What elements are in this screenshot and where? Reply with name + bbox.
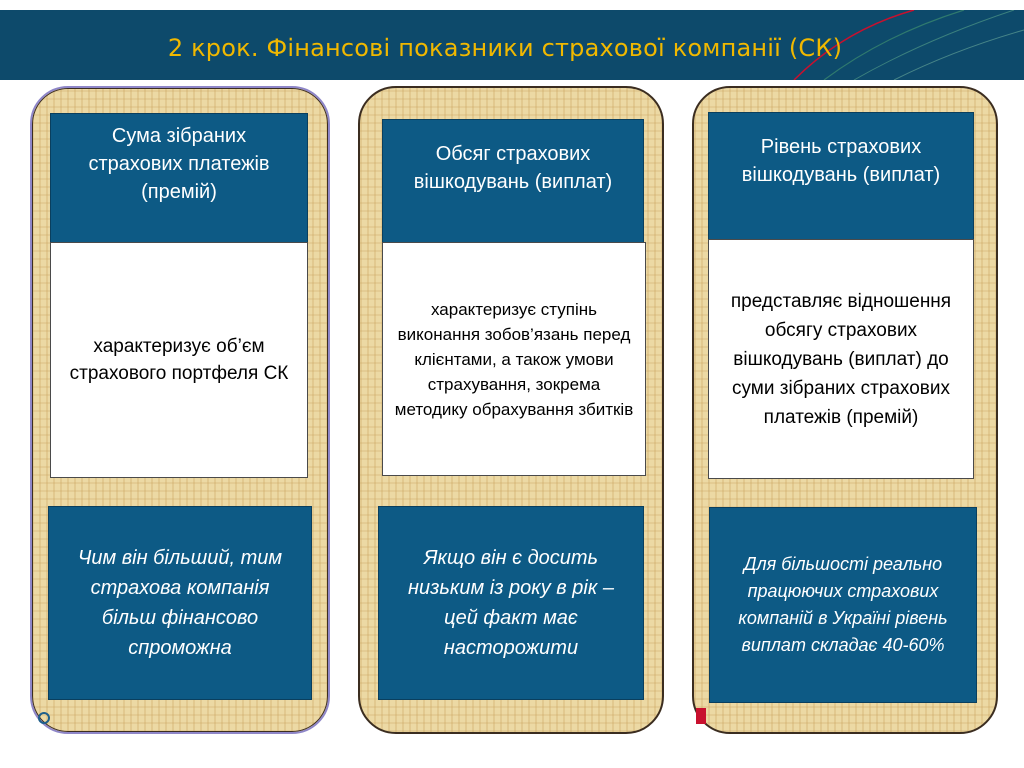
column-note-box <box>48 506 312 700</box>
page-title: 2 крок. Фінансові показники страхової компанії (СК) <box>167 34 843 62</box>
red-corner-mark <box>696 708 706 724</box>
column-title-box <box>50 113 308 243</box>
column-description-box <box>50 242 308 478</box>
column-title: Сума зібраних страхових платежів (премій) <box>88 125 270 203</box>
column-note: Для більшості реально працюючих страхових компаній в Україні рівень виплат складає 40-60% <box>738 554 948 655</box>
header-bar <box>0 10 1024 80</box>
logo-icon <box>38 712 50 724</box>
column-description-box <box>708 239 974 479</box>
column-note: Якщо він є досить низьким із року в рік – цей факт має насторожити <box>407 547 614 659</box>
column-title: Обсяг страхових вішкодувань (виплат) <box>413 143 613 193</box>
column-note-box <box>709 507 977 703</box>
column-description: представляє відношення обсягу страхових вішкодувань (виплат) до суми зібраних страхових платежів (премій) <box>730 290 952 428</box>
column-description: характеризує ступінь виконання зобов’язань перед клієнтами, а також умови страхування, зокрема методику обрахування збитків <box>394 299 634 419</box>
column-note-box <box>378 506 644 700</box>
column-title-box <box>708 112 974 240</box>
column-description-box <box>382 242 646 476</box>
column-title: Рівень страхових вішкодувань (виплат) <box>741 136 941 186</box>
column-title-box <box>382 119 644 243</box>
column-description: характеризує об’єм страхового портфеля СК <box>69 336 289 384</box>
column-note: Чим він більший, тим страхова компанія більш фінансово спроможна <box>77 547 283 659</box>
